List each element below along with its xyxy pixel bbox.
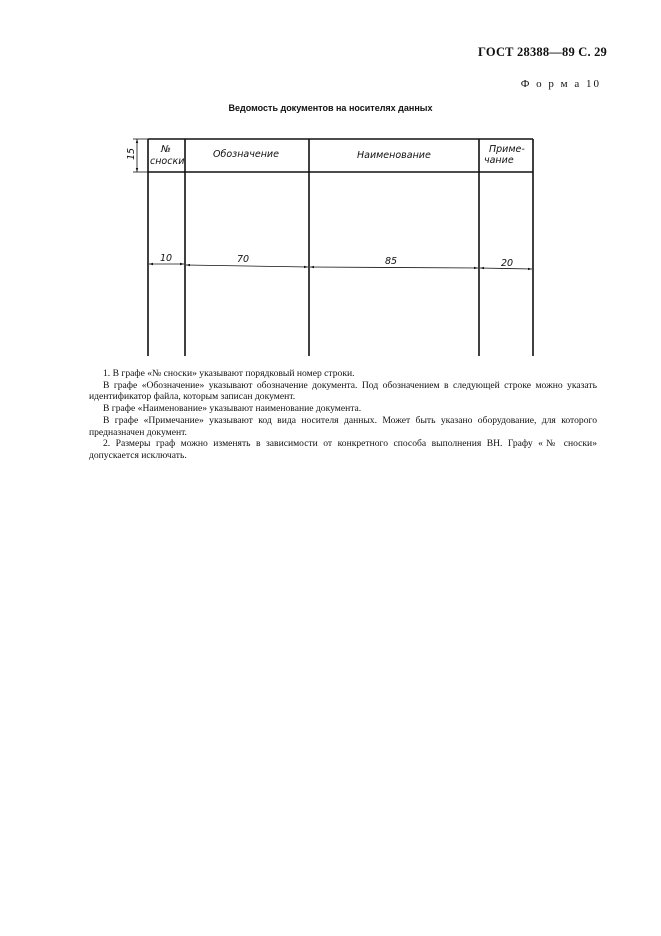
document-reference: ГОСТ 28388—89 С. 29 [478, 45, 607, 59]
note-remark: В графе «Примечание» указывают код вида носителя данных. Может быть указано оборудование, для которого предназначен документ. [89, 414, 597, 438]
col-label-number-line2: сноски [150, 156, 185, 167]
width-label-name: 85 [385, 256, 398, 267]
col-label-number-line1: № [161, 144, 171, 155]
notes-block [89, 368, 597, 462]
table-lines [148, 139, 533, 356]
note-name: В графе «Наименование» указывают наименование документа. [103, 403, 362, 415]
form-title: Ведомость документов на носителях данных [228, 103, 433, 113]
width-label-designation: 70 [237, 254, 250, 265]
form-table-drawing [125, 130, 545, 360]
width-label-note: 20 [501, 258, 514, 269]
note-designation: В графе «Обозначение» указывают обозначение документа. Под обозначением в следующей строке можно указать идентификатор файла, которым записан документ. [89, 379, 597, 403]
width-dimensions [149, 264, 532, 269]
header-height-label: 15 [126, 147, 137, 160]
col-label-note-line1: Приме- [489, 144, 525, 155]
form-label: Ф о р м а 10 [520, 78, 601, 90]
note-2: 2. Размеры граф можно изменять в зависимости от конкретного способа выполнения ВН. Графу «№ сноски» допускается исключать. [89, 438, 597, 461]
col-label-designation: Обозначение [213, 149, 279, 160]
note-1: 1. В графе «№ сноски» указывают порядковый номер строки. [103, 368, 355, 379]
col-label-name: Наименование [357, 150, 431, 161]
col-label-note-line2: чание [484, 155, 514, 166]
width-label-number: 10 [160, 253, 173, 264]
